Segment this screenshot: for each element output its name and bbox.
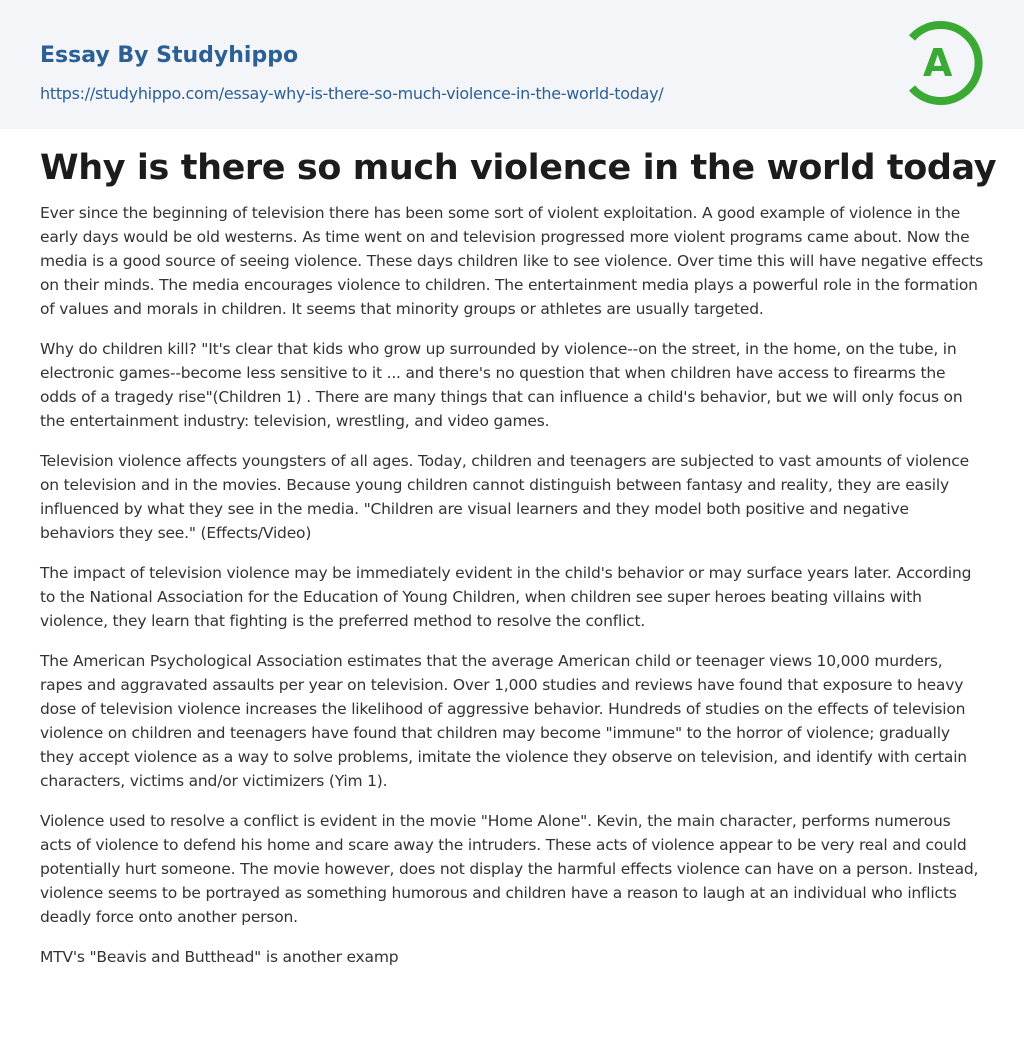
studyhippo-logo-icon[interactable] [898, 20, 984, 106]
paragraph: MTV's "Beavis and Butthead" is another examp [40, 948, 399, 966]
logo-letter: A [923, 41, 953, 85]
paragraph: The American Psychological Association estimates that the average American child or teenager views 10,000 murders, rapes and aggravated assaults per year on television. Over 1,000 studies and reviews have found that exposure to heavy dose of television violence increases the likelihood of aggressive behavior. Hundreds of studies on the effects of television violence on children and teenagers have found that children may become "immune" to the horror of violence; gradually they accept violence as a way to solve problems, imitate the violence they observe on television, and identify with certain characters, victims and/or victimizers (Yim 1). [40, 652, 967, 790]
essay-url-link[interactable]: https://studyhippo.com/essay-why-is-there-so-much-violence-in-the-world-today/ [40, 84, 664, 103]
paragraph: Ever since the beginning of television there has been some sort of violent exploitation. A good example of violence in the early days would be old westerns. As time went on and television progressed more violent programs came about. Now the media is a good source of seeing violence. These days children like to see violence. Over time this will have negative effects on their minds. The media encourages violence to children. The entertainment media plays a powerful role in the formation of values and morals in children. It seems that minority groups or athletes are usually targeted. [40, 204, 983, 318]
article-body [0, 147, 1024, 969]
page-title: Why is there so much violence in the world today [40, 148, 997, 188]
paragraph: Television violence affects youngsters of all ages. Today, children and teenagers are subjected to vast amounts of violence on television and in the movies. Because young children cannot distinguish between fantasy and reality, they are easily influenced by what they see in the media. "Children are visual learners and they model both positive and negative behaviors they see." (Effects/Video) [40, 452, 969, 542]
paragraph: Violence used to resolve a conflict is evident in the movie "Home Alone". Kevin, the main character, performs numerous acts of violence to defend his home and scare away the intruders. These acts of violence appear to be very real and could potentially hurt someone. The movie however, does not display the harmful effects violence can have on a person. Instead, violence seems to be portrayed as something humorous and children have a reason to laugh at an individual who inflicts deadly force onto another person. [40, 812, 979, 926]
brand-title[interactable]: Essay By Studyhippo [40, 43, 299, 68]
paragraph: Why do children kill? "It's clear that kids who grow up surrounded by violence--on the street, in the home, on the tube, in electronic games--become less sensitive to it ... and there's no question that when children have access to firearms the odds of a tragedy rise"(Children 1) . There are many things that can influence a child's behavior, but we will only focus on the entertainment industry: television, wrestling, and video games. [40, 340, 963, 430]
site-header [0, 0, 1024, 129]
paragraph: The impact of television violence may be immediately evident in the child's behavior or may surface years later. According to the National Association for the Education of Young Children, when children see super heroes beating villains with violence, they learn that fighting is the preferred method to resolve the conflict. [40, 564, 972, 630]
